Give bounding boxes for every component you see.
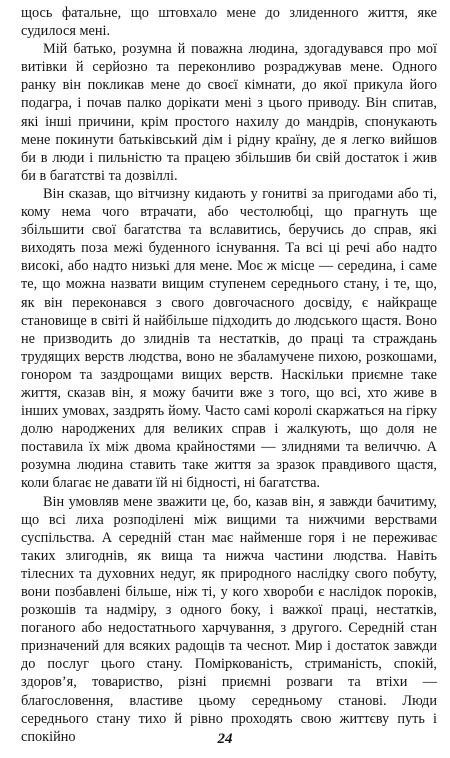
paragraph-3: Він сказав, що вітчизну кидають у гонитві за пригодами або ті, кому нема чого втрачати, або честолюбці, що прагнуть ще збільшити свої багатства та вславитись, беручись до справ, які виходять поза межі буденного існування. Та всі ці речі або надто високі, або надто низькі для мене. Моє ж місце — середина, і саме те, що можна назвати вищим ступенем середнього стану, і те, що, як він переконався з свого довгочасного досвіду, є найкраще становище в світі й найбільше підходить до людського щастя. Воно не призводить до злиднів та нестатків, до праці та страждань трудящих верств людства, воно не збаламучене пихою, розкошами, гонором та заздрощами вищих верств. Наскільки приємне таке життя, сказав він, я можу бачити вже з того, що всі, хто живе в інших умовах, заздрять йому. Часто самі королі скаржаться на гірку долю народжених для великих справ і жалкують, що доля не поставила їх між двома крайностями — злиднями та величчю. А розумна людина ставить таке життя за зразок правдивого щастя, коли благає не давати їй ні бідності, ні багатства. [21,185,437,492]
paragraph-1: щось фатальне, що штовхало мене до злиденного життя, яке судилося мені. [21,5,437,40]
body-text [21,4,437,746]
paragraph-2: Мій батько, розумна й поважна людина, здогадувався про мої витівки й серйозно та переконливо розраджував мене. Одного ранку він покликав мене до своєї кімнати, до якої прикула його подагра, і почав палко дорікати мені з цього приводу. Він спитав, які інші причини, крім простого нахилу до мандрів, спонукають мене покинути батьківський дім і рідну країну, де я легко вийшов би в люди і пильністю та працею збільшив би свій достаток і жив би в багатстві та дозвіллі. [21,41,437,184]
page-number: 24 [217,731,233,747]
paragraph-4: Він умовляв мене зважити це, бо, казав він, я завжди бачитиму, що всі лиха розподілені між вищими та нижчими верствами суспільства. А середній стан має найменше горя і не переживає таких злигоднів, як вища та нижча частини людства. Навіть тілесних та духовних недуг, як природного наслідку свого побуту, вони позбавлені більше, ніж ті, у кого хвороби є наслідок пороків, розкошів та надміру, з одного боку, і важкої праці, нестатків, поганого або недостатнього харчування, з другого. Середній стан призначений для всяких радощів та чеснот. Мир і достаток завжди до послуг цього стану. Поміркованість, стриманість, спокій, здоров’я, товариство, різні приємні розваги та втіхи — благословення, властиве цьому середньому станові. Люди середнього стану тихо й рівно проходять свою життєву путь і спокійно [21,493,437,745]
